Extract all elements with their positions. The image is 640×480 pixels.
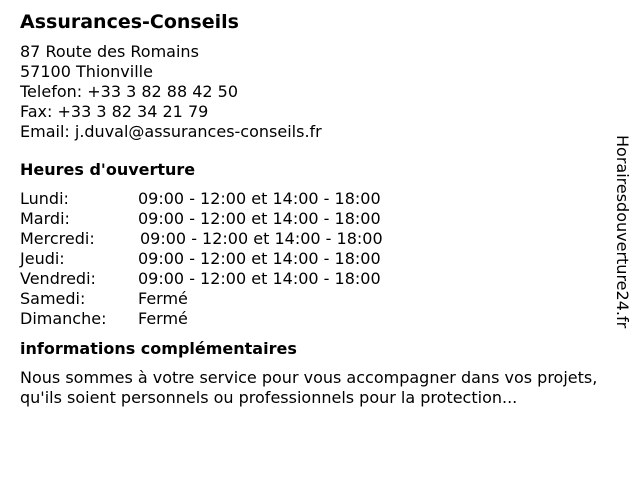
site-watermark: Horairesdouverture24.fr: [613, 135, 632, 329]
hours-row-monday: [20, 189, 610, 209]
hours-row-wednesday: [20, 229, 610, 249]
day-hours: 09:00 - 12:00 et 14:00 - 18:00: [138, 249, 381, 268]
hours-row-saturday: [20, 289, 610, 309]
hours-row-sunday: [20, 309, 610, 329]
day-label: Vendredi:: [20, 269, 96, 288]
day-label: Lundi:: [20, 189, 69, 208]
day-label: Jeudi:: [20, 249, 65, 268]
day-hours: Fermé: [138, 289, 188, 308]
email-address: Email: j.duval@assurances-conseils.fr: [20, 122, 322, 141]
day-label: Mardi:: [20, 209, 70, 228]
business-card: [20, 10, 610, 408]
day-hours: Fermé: [138, 309, 188, 328]
hours-row-friday: [20, 269, 610, 289]
hours-row-tuesday: [20, 209, 610, 229]
opening-hours-table: [20, 189, 610, 329]
day-label: Mercredi:: [20, 229, 95, 248]
address-street: 87 Route des Romains: [20, 42, 199, 61]
additional-info-heading: informations complémentaires: [20, 339, 297, 358]
day-hours: 09:00 - 12:00 et 14:00 - 18:00: [138, 209, 381, 228]
fax-number: Fax: +33 3 82 34 21 79: [20, 102, 209, 121]
phone-number: Telefon: +33 3 82 88 42 50: [20, 82, 239, 101]
opening-hours-heading: Heures d'ouverture: [20, 160, 196, 179]
day-label: Dimanche:: [20, 309, 107, 328]
day-hours: 09:00 - 12:00 et 14:00 - 18:00: [138, 269, 381, 288]
address-city: 57100 Thionville: [20, 62, 153, 81]
business-name: Assurances-Conseils: [20, 11, 239, 33]
day-label: Samedi:: [20, 289, 86, 308]
additional-info-text: Nous sommes à votre service pour vous accompagner dans vos projets, qu'ils soient personnels ou professionnels pour la protection...: [20, 368, 598, 407]
address-block: [20, 42, 610, 142]
day-hours: 09:00 - 12:00 et 14:00 - 18:00: [140, 229, 383, 248]
day-hours: 09:00 - 12:00 et 14:00 - 18:00: [138, 189, 381, 208]
hours-row-thursday: [20, 249, 610, 269]
